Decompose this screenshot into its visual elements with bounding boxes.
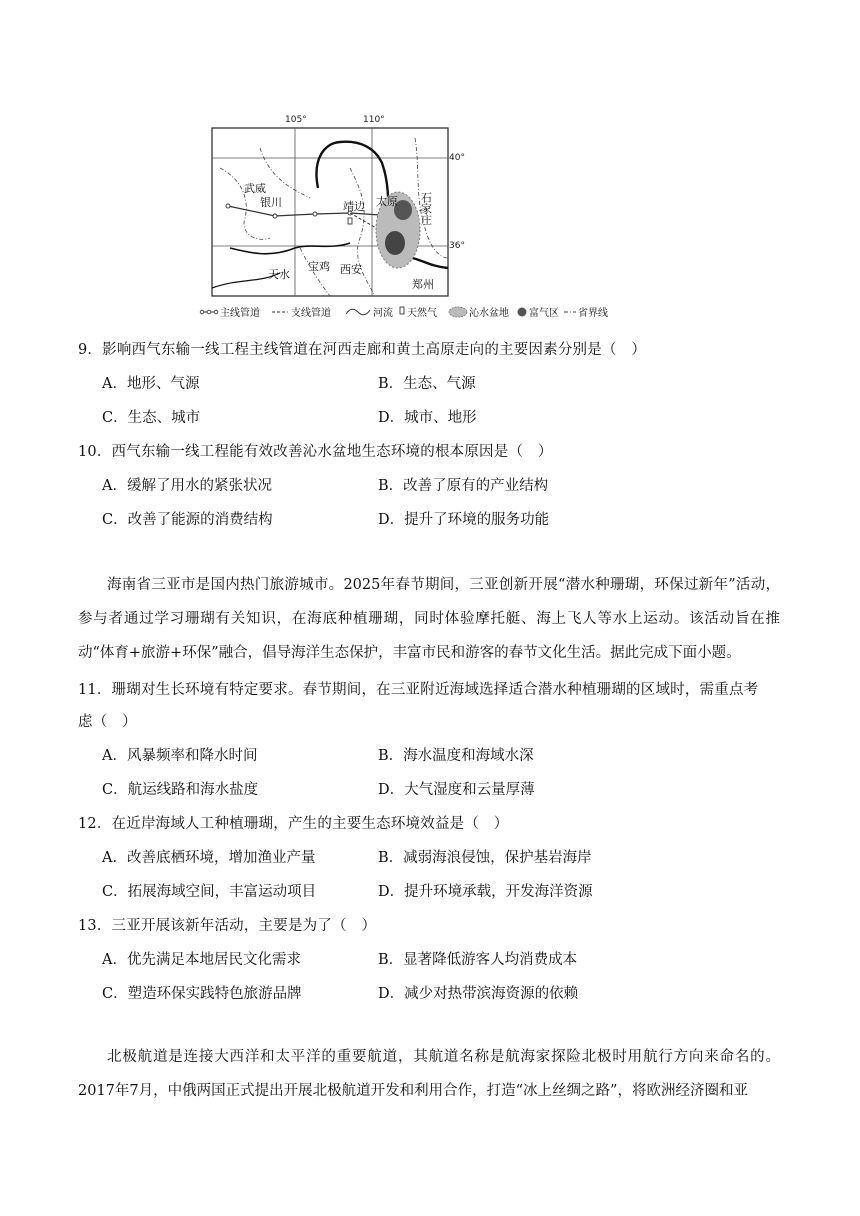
question-10-stem: 10．西气东输一线工程能有效改善沁水盆地生态环境的根本原因是（ ）: [78, 444, 553, 460]
lat-label-40: 40°: [449, 153, 465, 163]
place-wuwei: 武威: [244, 182, 266, 195]
q9-option-c[interactable]: C．生态、城市: [102, 410, 201, 426]
lon-label-110: 110°: [363, 115, 385, 125]
lat-label-36: 36°: [449, 241, 465, 251]
question-13-stem: 13．三亚开展该新年活动，主要是为了（ ）: [78, 918, 377, 934]
place-xian: 西安: [340, 263, 362, 276]
q10-option-a[interactable]: A．缓解了用水的紧张状况: [102, 478, 272, 494]
q13-option-d[interactable]: D．减少对热带滨海资源的依赖: [378, 986, 579, 1002]
pipeline-map: [200, 108, 608, 328]
place-shijiazhuang: 石家庄: [419, 192, 433, 225]
legend-branch-pipeline: 支线管道: [291, 308, 331, 319]
q9-option-a[interactable]: A．地形、气源: [102, 376, 200, 392]
q9-option-d[interactable]: D．城市、地形: [378, 410, 477, 426]
lon-label-105: 105°: [285, 115, 307, 125]
q13-option-c[interactable]: C．塑造环保实践特色旅游品牌: [102, 986, 302, 1002]
legend-natural-gas: 天然气: [407, 308, 437, 319]
place-tianshui: 天水: [268, 268, 290, 281]
place-taiyuan: 太原: [376, 195, 398, 208]
q10-option-c[interactable]: C．改善了能源的消费结构: [102, 512, 273, 528]
place-jingbian: 靖边: [343, 200, 365, 213]
legend-main-pipeline: 主线管道: [220, 308, 260, 319]
passage-sanya: 海南省三亚市是国内热门旅游城市。2025年春节期间，三亚创新开展“潜水种珊瑚，环保过新年”活动，参与者通过学习珊瑚有关知识，在海底种植珊瑚，同时体验摩托艇、海上飞人等水上运动。该活动旨在推动“体育+旅游+环保”融合，倡导海洋生态保护，丰富市民和游客的春节文化生活。据此完成下面小题。: [78, 577, 780, 661]
q11-option-b[interactable]: B．海水温度和海域水深: [378, 748, 534, 764]
question-11-stem-line1: 11．珊瑚对生长环境有特定要求。春节期间，在三亚附近海域选择适合潜水种植珊瑚的区域时，需重点考: [78, 682, 759, 698]
question-9-stem: 9．影响西气东输一线工程主线管道在河西走廊和黄土高原走向的主要因素分别是（ ）: [78, 342, 647, 358]
q10-option-b[interactable]: B．改善了原有的产业结构: [378, 478, 549, 494]
question-12-stem: 12．在近岸海域人工种植珊瑚，产生的主要生态环境效益是（ ）: [78, 816, 509, 832]
q9-option-b[interactable]: B．生态、气源: [378, 376, 476, 392]
q12-option-d[interactable]: D．提升环境承载，开发海洋资源: [378, 884, 593, 900]
q13-option-a[interactable]: A．优先满足本地居民文化需求: [102, 952, 301, 968]
legend-province-border: 省界线: [578, 308, 608, 319]
q11-option-a[interactable]: A．风暴频率和降水时间: [102, 748, 258, 764]
q10-option-d[interactable]: D．提升了环境的服务功能: [378, 512, 550, 528]
question-11-stem-line2: 虑（ ）: [78, 714, 137, 730]
q11-option-c[interactable]: C．航运线路和海水盐度: [102, 782, 259, 798]
q11-option-d[interactable]: D．大气湿度和云量厚薄: [378, 782, 535, 798]
place-zhengzhou: 郑州: [412, 278, 434, 291]
place-baoji: 宝鸡: [308, 260, 330, 273]
map-legend: [200, 306, 608, 319]
legend-gas-rich-area: 富气区: [529, 308, 559, 319]
passage-arctic-route: 北极航道是连接大西洋和太平洋的重要航道，其航道名称是航海家探险北极时用航行方向来命名的。2017年7月，中俄两国正式提出开展北极航道开发和利用合作，打造“冰上丝绸之路”，将欧洲经济圈和亚: [78, 1049, 780, 1099]
q12-option-a[interactable]: A．改善底栖环境，增加渔业产量: [102, 850, 316, 866]
q13-option-b[interactable]: B．显著降低游客人均消费成本: [378, 952, 578, 968]
place-yinchuan: 银川: [260, 196, 282, 209]
q12-option-b[interactable]: B．减弱海浪侵蚀，保护基岩海岸: [378, 850, 592, 866]
q12-option-c[interactable]: C．拓展海域空间，丰富运动项目: [102, 884, 317, 900]
legend-qinshui-basin: 沁水盆地: [469, 308, 509, 319]
legend-river: 河流: [373, 308, 393, 319]
